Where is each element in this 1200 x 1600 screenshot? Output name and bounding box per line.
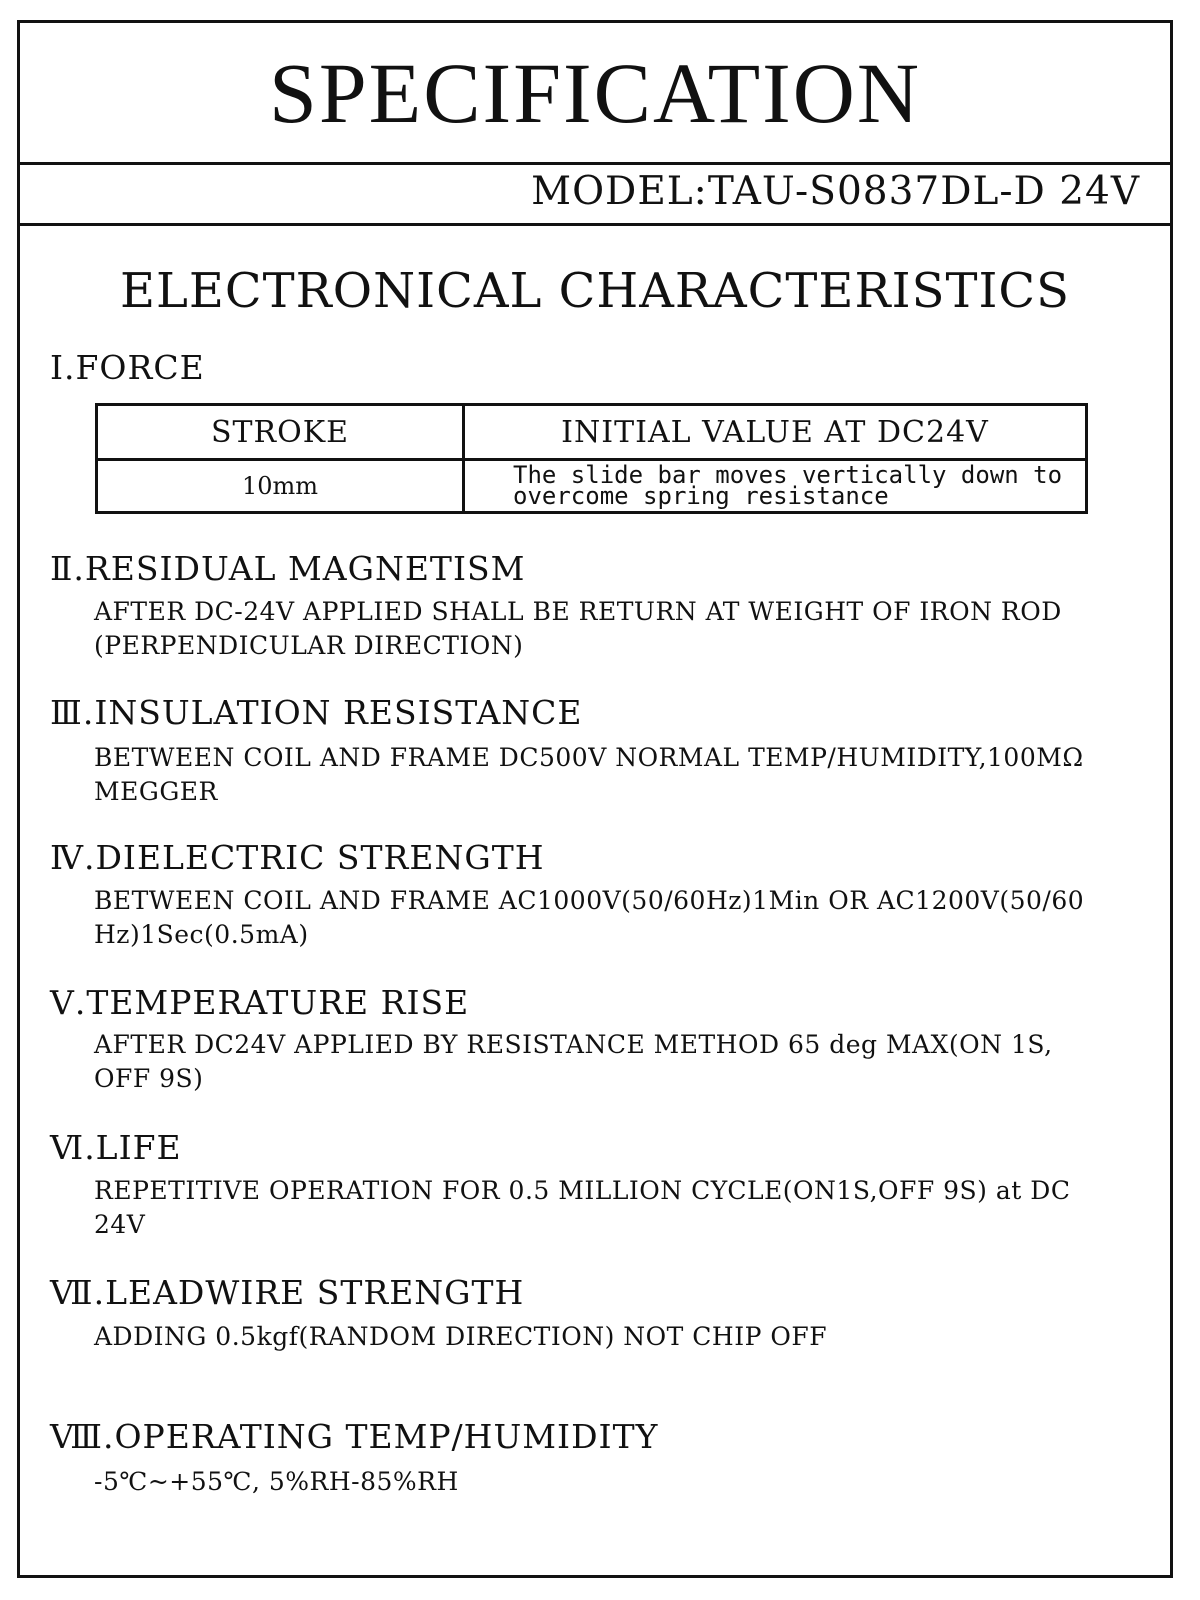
title-divider: [20, 162, 1170, 165]
section-life-title: Ⅵ.LIFE: [50, 1128, 182, 1167]
model-number: MODEL:TAU-S0837DL-D 24V: [531, 169, 1140, 214]
section-temperature-rise-text: AFTER DC24V APPLIED BY RESISTANCE METHOD 65 deg MAX(ON 1S, OFF 9S): [94, 1030, 1053, 1093]
section-life-text: REPETITIVE OPERATION FOR 0.5 MILLION CYCLE(ON1S,OFF 9S) at DC 24V: [94, 1176, 1071, 1239]
force-table-header-initial-value: INITIAL VALUE AT DC24V: [464, 405, 1087, 460]
force-table-header-stroke: STROKE: [97, 405, 464, 460]
section-force-title: Ⅰ.FORCE: [50, 348, 205, 387]
page-title: SPECIFICATION: [269, 45, 921, 141]
section-insulation-resistance-text: BETWEEN COIL AND FRAME DC500V NORMAL TEMP/HUMIDITY,100MΩ MEGGER: [94, 743, 1084, 806]
section-operating-temp-text: -5℃~+55℃, 5%RH-85%RH: [94, 1467, 459, 1496]
force-table: [95, 403, 1088, 514]
force-table-row: [97, 460, 1087, 513]
force-table-cell-stroke: 10mm: [97, 460, 464, 513]
section-operating-temp-title: Ⅷ.OPERATING TEMP/HUMIDITY: [50, 1417, 659, 1456]
force-table-header-row: [97, 405, 1087, 460]
section-leadwire-strength-text: ADDING 0.5kgf(RANDOM DIRECTION) NOT CHIP OFF: [94, 1322, 828, 1351]
section-leadwire-strength-title: Ⅶ.LEADWIRE STRENGTH: [50, 1273, 525, 1312]
spec-sheet-frame: [17, 20, 1173, 1578]
section-residual-magnetism-text: AFTER DC-24V APPLIED SHALL BE RETURN AT WEIGHT OF IRON ROD (PERPENDICULAR DIRECTION): [94, 597, 1062, 660]
model-divider: [20, 223, 1170, 226]
section-dielectric-strength-text: BETWEEN COIL AND FRAME AC1000V(50/60Hz)1Min OR AC1200V(50/60 Hz)1Sec(0.5mA): [94, 886, 1085, 949]
section-temperature-rise-title: Ⅴ.TEMPERATURE RISE: [50, 983, 470, 1022]
section-insulation-resistance-title: Ⅲ.INSULATION RESISTANCE: [50, 693, 583, 732]
section-heading: ELECTRONICAL CHARACTERISTICS: [119, 263, 1071, 319]
section-residual-magnetism-title: Ⅱ.RESIDUAL MAGNETISM: [50, 549, 526, 588]
section-dielectric-strength-title: Ⅳ.DIELECTRIC STRENGTH: [50, 838, 545, 877]
force-table-cell-initial-value: The slide bar moves vertically down to overcome spring resistance: [464, 460, 1087, 513]
